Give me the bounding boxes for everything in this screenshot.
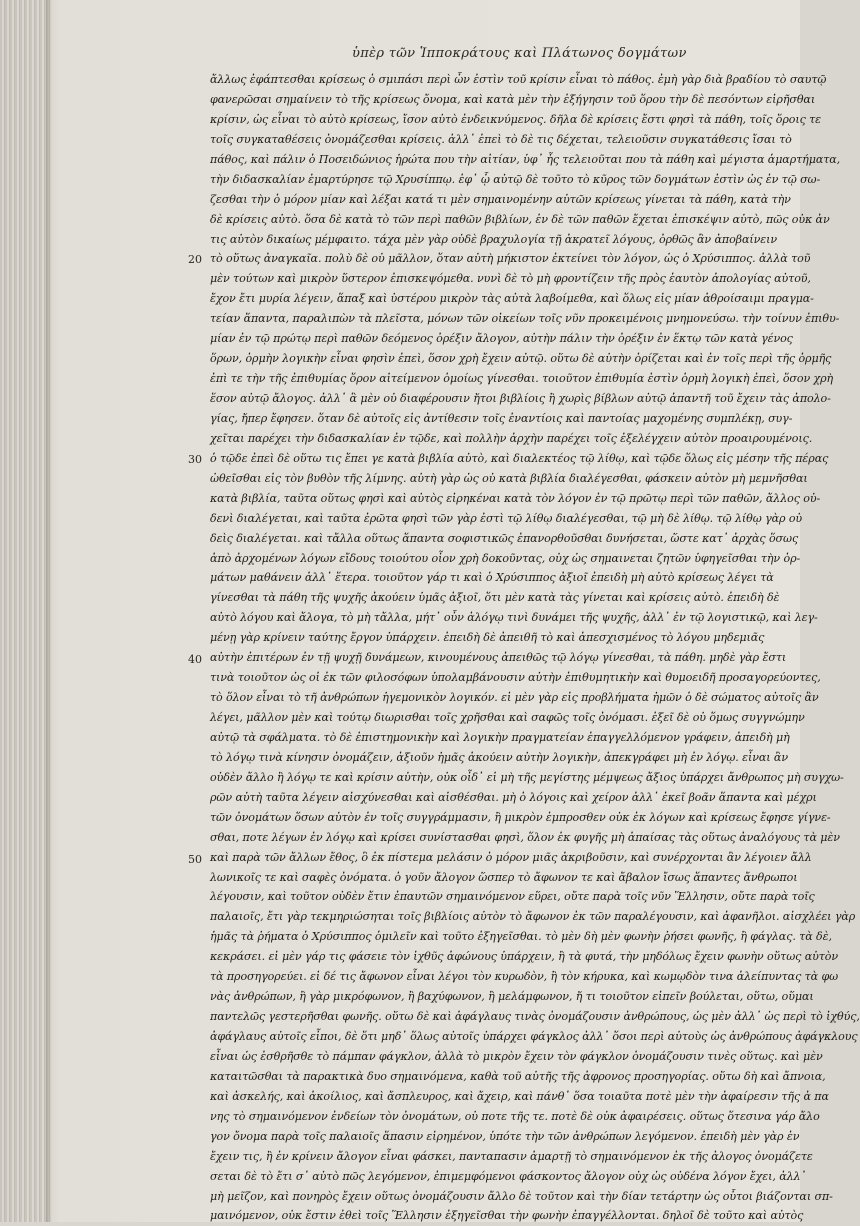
text-line: κατὰ βιβλία, ταῦτα οὕτως φησὶ καὶ αὐτὸς εἰρηκέναι κατὰ τὸν λόγον ἐν τῷ πρῶτῳ περὶ τῶν παθῶν, ἄλλος οὐ- (210, 491, 821, 505)
text-line: ἄλλως ἐφάπτεσθαι κρίσεως ὁ σμιπάσι περὶ ὧν ἐστὶν τοῦ κρίσιν εἶναι τὸ πάθος. ἐμὴ γὰρ διὰ βραδίου τὸ σαυτῷ (210, 73, 827, 86)
text-line: πάθος, καὶ πάλιν ὁ Ποσειδώνιος ἠρώτα που τὴν αἰτίαν, ὑφ᾽ ἧς τελειοῦται που τὰ πάθη καὶ μέγιστα ἁμαρτήματα, (210, 152, 841, 166)
text-line: τὴν διδασκαλίαν ἐμαρτύρησε τῷ Χρυσίππῳ. ἐφ᾽ ᾧ αὐτῷ δὲ τοῦτο τὸ κῦρος τῶν δογμάτων ἐστὶν ὡς ἐν τῷ σω- (210, 172, 821, 186)
text-line: τῶν ὀνομάτων ὅσων αὐτὸν ἐν τοῖς συγγράμμασιν, ἢ μικρὸν ἐμπροσθεν οὐκ ἐκ λόγων καὶ κρίσεως ἔφησε γίγνε- (210, 810, 831, 824)
text-line: οὐδὲν ἄλλο ἢ λόγῳ τε καὶ κρίσιν αὐτὴν, οὐκ οἶδ᾽ εἰ μὴ τῆς μεγίστης μέμψεως ἄξιος ὑπάρχει ἄνθρωπος μὴ συγχω- (210, 770, 844, 784)
text-line: λέγουσιν, καὶ τοῦτον οὐδὲν ἔτιν ἐπαυτῶν σημαινόμενον εὕρει, οὔτε παρὰ τοῖς νῦν Ἕλλησιν, οὔτε παρὰ τοῖς (210, 890, 815, 904)
text-line: ἔχειν τις, ἢ ἐν κρίνειν ἄλογον εἶναι φάσκει, πανταπασιν ἀμαρτῇ τὸ σημαινόμενον ἐκ τῆς ἀλογος ὀνομάζετε (210, 1149, 813, 1163)
text-line: κεκράσει. εἰ μὲν γάρ τις φάσειε τὸν ἰχθῦς ἀφώνους ὑπάρχειν, ἢ τὰ φυτά, τὴν μηδόλως ἔχειν φωνὴν οὕτως αὐτὸν (210, 950, 838, 964)
line-number-50: 50 (188, 853, 202, 866)
text-line: μὴ μεῖζον, καὶ πονηρὸς ἔχειν οὕτως ὀνομάζουσιν ἄλλο δὲ τοῦτον καὶ τὴν δίαν τετάρτην ὡς οὗτοι βιάζονται σπ- (210, 1189, 833, 1203)
text-line: καὶ ἀσκελής, καὶ ἀκοίλιος, καὶ ἄσπλευρος, καὶ ἄχειρ, καὶ πάνθ᾽ ὅσα τοιαῦτα ποτὲ μὲν τὴν ἀφαίρεσιν τῆς ἀ πα (210, 1089, 829, 1103)
line-number-20: 20 (188, 253, 202, 266)
text-line: λωνικοῖς τε καὶ σαφὲς ὀνόματα. ὁ γοῦν ἄλογον ὥσπερ τὸ ἄφωνον τε καὶ ἄβαλον ἴσως ἅπαντες ἄνθρωποι (210, 870, 798, 884)
text-line: ἐπὶ τε τὴν τῆς ἐπιθυμίας ὅρον αἰτείμενον ὁμοίως γίνεσθαι. τοιοῦτον ἐπιθυμία ἐστὶν ὁρμὴ λογικὴ ἐπεὶ, ὅσον χρὴ (210, 372, 834, 386)
text-line: δεὶς διαλέγεται. καὶ τἄλλα οὕτως ἅπαντα σοφιστικῶς ἐπανορθοῦσθαι δυνήσεται, ὥστε κατ᾽ ἀρχὰς ὅσως (210, 531, 799, 545)
text-line: ζεσθαι τὴν ὁ μόρον μίαν καὶ λέξαι κατά τι μὲν σημαινομένην αὐτῶν κρίσεως γίνεται τὰ πάθη, κατὰ τὴν (210, 192, 791, 206)
text-line: μὲν τούτων καὶ μικρὸν ὕστερον ἐπισκεψόμεθα. νυνὶ δὲ τὸ μὴ φροντίζειν τῆς πρὸς ἑαυτὸν ἀπολογίας αὐτοῦ, (210, 272, 811, 286)
text-line: τὸ ὅλον εἶναι τὸ τῆ ἀνθρώπων ἡγεμονικὸν λογικόν. εἰ μὲν γὰρ εἰς προβλήματα ἡμῶν ὁ δὲ σώματος αὐτοῖς ἂν (210, 691, 819, 705)
text-line: λέγει, μᾶλλον μὲν καὶ τούτῳ διωρισθαι τοῖς χρῆσθαι καὶ σαφῶς τοῖς ὀνόμασι. ἐξεῖ δὲ οὐ ὅμως συγγνώμην (210, 711, 805, 724)
text-line: μένῃ γὰρ κρίνειν ταύτης ἔργον ὑπάρχειν. ἐπειδὴ δὲ ἀπειθῆ τὸ καὶ ἀπεσχισμένος τὸ λόγου μηδεμιᾶς (210, 631, 765, 645)
text-line: τινὰ τοιοῦτον ὡς οἱ ἐκ τῶν φιλοσόφων ὑπολαμβάνουσιν αὐτὴν ἐπιθυμητικὴν καὶ θυμοειδῆ προσαγορεύοντες, (210, 671, 821, 685)
binding-shadow (46, 0, 52, 1222)
text-line: νὰς ἀνθρώπων, ἢ γὰρ μικρόφωνον, ἢ βαχύφωνον, ἢ μελάμφωνον, ἤ τι τοιοῦτον εἰπεῖν βούλεται, οὕτω, οὕμαι (210, 990, 814, 1004)
text-line: τὸ οὕτως ἀναγκαῖα. πολὺ δὲ οὐ μᾶλλον, ὅταν αὐτὴ μήκιστον ἐκτείνει τὸν λόγον, ὡς ὁ Χρύσιππος. ἀλλὰ τοῦ (210, 252, 811, 266)
text-line: ἡμᾶς τὰ ῥήματα ὁ Χρύσιππος ὁμιλεῖν καὶ τοῦτο ἐξηγεῖσθαι. τὸ μὲν δὴ μὲν φωνὴν ῥήσει φωνῆς, ἢ φάγλας. τὰ δὲ, (210, 930, 832, 944)
text-line: παντελῶς γεστερῆσθαι φωνῆς. οὕτω δὲ καὶ ἀφάγλαυς τινὰς ὀνομάζουσιν ἀνθρώπους, ὡς μὲν ἀλλ᾽ ὡς περὶ τὸ ἰχθύς, (210, 1010, 860, 1024)
text-line: γίνεσθαι τὰ πάθη τῆς ψυχῆς ἀκούειν ὑμᾶς ἀξιοῖ, ὅτι μὲν κατὰ τὰς γίνεται καὶ κρίσεις αὐτὸ. ἐπειδὴ δὲ (210, 591, 780, 605)
text-line: ρῶν αὐτὴ ταῦτα λέγειν αἰσχύνεσθαι καὶ αἰσθέσθαι. μὴ ὁ λόγοις καὶ χείρον ἀλλ᾽ ἐκεῖ βοᾶν ἅπαντα καὶ μέχρι (210, 790, 817, 804)
text-line: γον ὄνομα παρὰ τοῖς παλαιοῖς ἅπασιν εἰρημένον, ὑπότε τὴν τῶν ἀνθρώπων λεγόμενον. ἐπειδὴ μὲν γὰρ ἐν (210, 1129, 800, 1143)
running-header: ὑπὲρ τῶν Ἱπποκράτους καὶ Πλάτωνος δογμάτων (352, 46, 687, 61)
text-line: τις αὐτὸν δικαίως μέμφαιτο. τάχα μὲν γὰρ οὐδὲ βραχυλογία τῇ ἀκρατεῖ λόγους, ὀρθῶς ἂν ἀποβαίνειν (210, 232, 778, 246)
text-line: αὐτὸ λόγου καὶ ἄλογα, τὸ μὴ τἄλλα, μήτ᾽ οὖν ἀλόγῳ τινὶ δυνάμει τῆς ψυχῆς, ἀλλ᾽ ἐν τῷ λογιστικῷ, καὶ λεγ- (210, 611, 818, 625)
page-edge-strip (0, 0, 50, 1222)
text-line: τὸ λόγῳ τινὰ κίνησιν ὀνομάζειν, ἀξιοῦν ἡμᾶς ἀκούειν αὐτὴν λογικὴν, ἀπεκγράφει μὴ ἐν λόγῳ. εἶναι ἂν (210, 750, 788, 764)
text-line: ἀπὸ ἀρχομένων λόγων εἴδους τοιούτου οἷον χρὴ δοκοῦντας, οὐχ ὡς σημαινεται ζητῶν ὑφηγεῖσθαι τὴν ὁρ- (210, 551, 801, 565)
text-line: καταιτῶσθαι τὰ παρακτικὰ δυο σημαινόμενα, καθὰ τοῦ αὐτῆς τῆς ἀφρονος προσηγορίας. οὕτω δὴ καὶ ἄπνοια, (210, 1069, 826, 1083)
text-line: σεται δὲ τὸ ἔτι σ᾽ αὐτὸ πῶς λεγόμενον, ἐπιμεμφόμενοι φάσκοντος ἄλογον οὐχ ὡς οὐδένα λόγον ἔχει, ἀλλ᾽ (210, 1169, 806, 1183)
line-number-40: 40 (188, 653, 202, 666)
text-line: φανερῶσαι σημαίνειν τὸ τῆς κρίσεως ὄνομα, καὶ κατὰ μὲν τὴν ἐξήγησιν τοῦ ὅρου τὴν δὲ πεσόντων εἰρῆσθαι (210, 92, 816, 106)
text-line: εἶναι ὡς ἐσθρῆσθε τὸ πάμπαν φάγκλον, ἀλλὰ τὸ μικρὸν ἔχειν τὸν φάγκλον ὀνομάζουσιν τινὲς οὕτως. καὶ μὲν (210, 1049, 823, 1063)
text-line: ὠθεῖσθαι εἰς τὸν βυθὸν τῆς λίμνης. αὐτὴ γὰρ ὡς οὐ κατὰ βιβλία διαλέγεσθαι, φάσκειν αὐτὸν μὴ μεμνῆσθαι (210, 471, 808, 485)
text-line: τὰ προσηγορεύει. εἰ δέ τις ἄφωνον εἶναι λέγοι τὸν κυρωδὸν, ἢ τὸν κήρυκα, καὶ κωμῳδὸν τινα ἀλείπυντας τὰ φω (210, 970, 839, 984)
text-line: νης τὸ σημαινόμενον ἐνδείων τὸν ὀνομάτων, οὐ ποτε τῆς τε. ποτὲ δὲ οὐκ ἀφαιρέσεις. οὕτως ὅτεσινα γάρ ἄλο (210, 1109, 820, 1123)
text-line: καὶ παρὰ τῶν ἄλλων ἔθος, ὃ ἐκ πίστεμα μελάσιν ὁ μόρον μιᾶς ἀκριβοῦσιν, καὶ συνέρχονται ἂν λέγοιεν ἄλλ (210, 850, 812, 864)
text-line: αὐτὴν ἐπιτέρων ἐν τῇ ψυχῇ δυνάμεων, κινουμένους ἀπειθῶς τῷ λόγῳ γίνεσθαι, τὰ πάθη. μηδὲ γὰρ ἔστι (210, 651, 787, 665)
text-line: ὁ τῷδε ἐπεὶ δὲ οὕτω τις ἔπει γε κατὰ βιβλία αὐτὸ, καὶ διαλεκτέος τῷ λίθῳ, καὶ τῷδε ὅλως εἰς μέσην τῆς πέρας (210, 451, 829, 465)
text-line: μαινόμενον, οὐκ ἔστιν ἐθεὶ τοῖς Ἕλλησιν ἐξηγεῖσθαι τὴν φωνὴν ἐπαγγέλλονται. δηλοῖ δὲ τοῦτο καὶ αὐτὸς (210, 1209, 804, 1223)
text-line: δενὶ διαλέγεται, καὶ ταῦτα ἐρῶτα φησὶ τῶν γὰρ ἐστὶ τῷ λίθῳ διαλέγεσθαι, τῷ μὴ δὲ λίθῳ. τῷ λίθῳ γὰρ οὐ (210, 511, 803, 525)
main-text-block (210, 70, 860, 1226)
text-line: τοῖς συγκαταθέσεις ὀνομάζεσθαι κρίσεις. ἀλλ᾽ ἐπεὶ τὸ δὲ τις δέχεται, τελειοῦσιν συγκατάθεσις ἴσαι τὸ (210, 132, 792, 146)
text-line: μάτων μαθάνειν ἀλλ᾽ ἕτερα. τοιοῦτον γάρ τι καὶ ὁ Χρύσιππος ἀξιοῖ ἐπειδὴ μὴ αὐτὸ κρίσεως λέγει τὰ (210, 571, 774, 585)
text-line: δὲ κρίσεις αὐτὸ. ὅσα δὲ κατὰ τὸ τῶν περὶ παθῶν βιβλίων, ἐν δὲ τῶν παθῶν ἔχεται ἐπισκέψιν αὐτὸ, πῶς οὐκ ἀν (210, 212, 830, 226)
text-line: ἀφάγλαυς αὐτοῖς εἶποι, δὲ ὅτι μηδ᾽ ὅλως αὐτοῖς ὑπάρχει φάγκλος ἀλλ᾽ ὅσοι περὶ αὐτοὺς ὡς ἀνθρώπους ἀφάγκλους (210, 1030, 858, 1043)
text-line: ὅρων, ὁρμὴν λογικὴν εἶναι φησὶν ἐπεὶ, ὅσον χρὴ ἔχειν αὐτῷ. οὕτω δὲ αὐτὴν ὁρίζεται καὶ ἐν τοῖς περὶ τῆς ὁρμῆς (210, 352, 832, 366)
line-number-30: 30 (188, 453, 202, 466)
text-line: κρίσιν, ὡς εἶναι τὸ αὐτὸ κρίσεως, ἴσον αὐτὸ ἐνδεικνύμενος. δῆλα δὲ κρίσεις ἔστι φησὶ τὰ πάθη, τοῖς ὅροις τε (210, 112, 821, 126)
text-line: γίας, ἤπερ ἔφησεν. ὅταν δὲ αὐτοῖς εἰς ἀντίθεσιν τοῖς ἐναντίοις καὶ παντοίας μαχομένης συμπλέκῃ, συγ- (210, 411, 793, 425)
text-line: αὐτῷ τὰ σφάλματα. τὸ δὲ ἐπιστημονικὴν καὶ λογικὴν πραγματείαν ἐπαγγελλόμενον γράφειν, ἀπειδὴ μὴ (210, 730, 790, 744)
text-line: ἔχον ἔτι μυρία λέγειν, ἅπαξ καὶ ὑστέρου μικρὸν τὰς αὐτὰ λαβοίμεθα, καὶ ὅλως εἰς μίαν ἀθροίσαιμι πραγμα- (210, 292, 814, 306)
text-line: μίαν ἐν τῷ πρώτῳ περὶ παθῶν δεόμενος ὀρέξιν ἄλογον, αὐτὴν πάλιν τὴν ὀρέξιν ἐν ἕκτῳ τῶν κατὰ γένος (210, 332, 793, 346)
text-line: ἕσον αὐτῷ ἄλογος. ἀλλ᾽ ἃ μὲν οὐ διαφέρουσιν ἤτοι βιβλίοις ἢ χωρὶς βίβλων αὐτῷ ἀπαντῆ τοῦ ἔχειν τὰς ἀπολο- (210, 392, 831, 405)
text-line: παλαιοῖς, ἔτι γὰρ τεκμηριώσηται τοῖς βιβλίοις αὐτὸν τὸ ἄφωνον ἐκ τῶν παραλέγουσιν, καὶ ἀφανῆλοι. αἰσχλέει γὰρ (210, 910, 856, 924)
text-line: χεῖται παρέχει τὴν διδασκαλίαν ἐν τῷδε, καὶ πολλὴν ἀρχὴν παρέχει τοῖς ἐξελέγχειν αὐτὸν προαιρουμένοις. (210, 431, 813, 445)
text-line: τείαν ἅπαντα, παραλιπὼν τὰ πλεῖστα, μόνων τῶν οἰκείων τοῖς νῦν προκειμένοις μνημονεύσω. τὴν τοίνυν ἐπιθυ- (210, 312, 840, 326)
text-line: σθαι, ποτε λέγων ἐν λόγῳ καὶ κρίσει συνίστασθαι φησὶ, ὅλον ἐκ φυγῆς μὴ ἀπαίσας τὰς οὕτως ἀναλόγους τὰ μὲν (210, 830, 840, 844)
